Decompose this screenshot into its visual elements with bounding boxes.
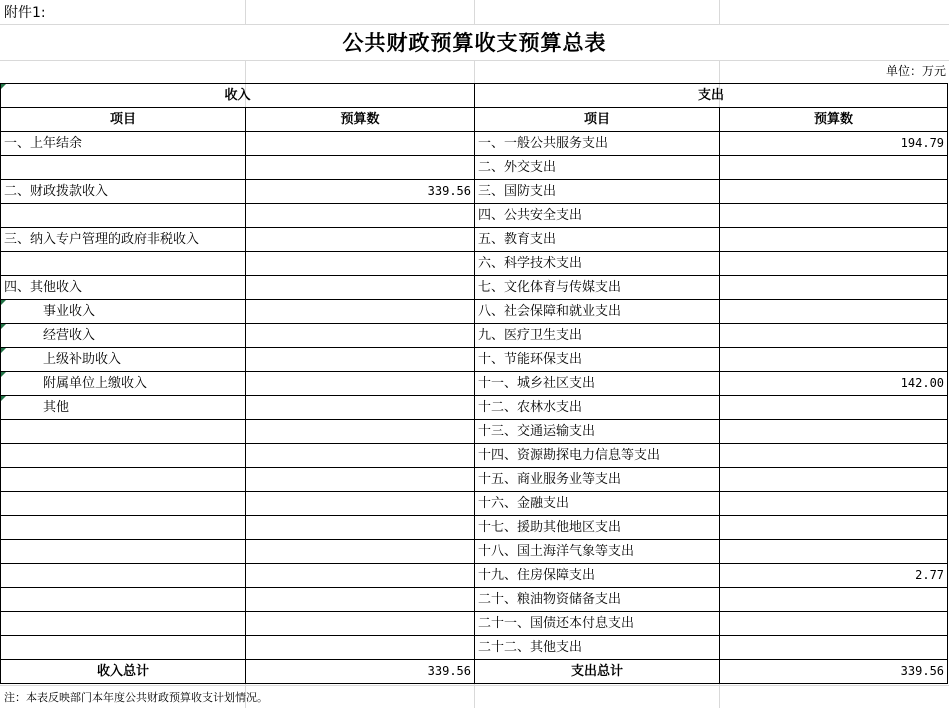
income-header[interactable]: 收入 bbox=[1, 84, 475, 108]
income-item-cell[interactable] bbox=[1, 180, 246, 204]
comment-marker-icon bbox=[1, 396, 6, 401]
expenditure-amount-cell[interactable] bbox=[720, 252, 948, 276]
income-amount-cell[interactable] bbox=[246, 348, 475, 372]
expenditure-item-cell[interactable]: 十二、农林水支出 bbox=[475, 396, 720, 420]
income-amount-cell[interactable] bbox=[246, 300, 475, 324]
income-amount-cell[interactable] bbox=[246, 132, 475, 156]
expenditure-item-cell[interactable]: 十九、住房保障支出 bbox=[475, 564, 720, 588]
table-row bbox=[1, 396, 948, 420]
income-amount-cell[interactable] bbox=[246, 372, 475, 396]
income-amount-cell[interactable] bbox=[246, 516, 475, 540]
income-item-cell[interactable] bbox=[1, 372, 246, 396]
expenditure-amount-cell[interactable]: 2.77 bbox=[720, 564, 948, 588]
income-amount-cell[interactable]: 339.56 bbox=[246, 180, 475, 204]
expenditure-item-cell[interactable]: 二十一、国债还本付息支出 bbox=[475, 612, 720, 636]
income-amount-cell[interactable] bbox=[246, 444, 475, 468]
expenditure-total-label[interactable]: 支出总计 bbox=[475, 660, 720, 684]
income-total-label[interactable]: 收入总计 bbox=[1, 660, 246, 684]
income-amount-cell[interactable] bbox=[246, 468, 475, 492]
expenditure-amount-cell[interactable] bbox=[720, 204, 948, 228]
table-row bbox=[1, 300, 948, 324]
expenditure-header[interactable]: 支出 bbox=[475, 84, 948, 108]
table-row bbox=[1, 324, 948, 348]
income-item-cell[interactable] bbox=[1, 348, 246, 372]
expenditure-amount-cell[interactable] bbox=[720, 468, 948, 492]
table-row bbox=[1, 612, 948, 636]
income-amount-cell[interactable] bbox=[246, 396, 475, 420]
table-row bbox=[1, 156, 948, 180]
attachment-label: 附件1: bbox=[4, 5, 46, 21]
expenditure-item-cell[interactable]: 十一、城乡社区支出 bbox=[475, 372, 720, 396]
income-item-cell[interactable] bbox=[1, 204, 246, 228]
column-header-row bbox=[1, 108, 948, 132]
income-item-label: 四、其他收入 bbox=[4, 280, 83, 295]
income-item-cell[interactable] bbox=[1, 396, 246, 420]
expenditure-item-cell[interactable]: 十六、金融支出 bbox=[475, 492, 720, 516]
income-item-cell[interactable] bbox=[1, 228, 246, 252]
section-header-row bbox=[1, 84, 948, 108]
expenditure-amount-header[interactable]: 预算数 bbox=[720, 108, 948, 132]
expenditure-item-cell[interactable]: 十七、援助其他地区支出 bbox=[475, 516, 720, 540]
expenditure-amount-cell[interactable] bbox=[720, 180, 948, 204]
expenditure-item-cell[interactable]: 四、公共安全支出 bbox=[475, 204, 720, 228]
income-amount-cell[interactable] bbox=[246, 540, 475, 564]
comment-marker-icon bbox=[1, 324, 6, 329]
footnote: 注：本表反映部门本年度公共财政预算收支计划情况。 bbox=[4, 691, 268, 704]
income-amount-cell[interactable] bbox=[246, 204, 475, 228]
unit-label: 单位：万元 bbox=[885, 64, 946, 78]
income-amount-cell[interactable] bbox=[246, 492, 475, 516]
income-item-cell[interactable] bbox=[1, 588, 246, 612]
income-total-value[interactable]: 339.56 bbox=[246, 660, 475, 684]
expenditure-item-cell[interactable]: 一、一般公共服务支出 bbox=[475, 132, 720, 156]
table-row bbox=[1, 228, 948, 252]
expenditure-item-cell[interactable]: 十三、交通运输支出 bbox=[475, 420, 720, 444]
expenditure-item-header[interactable]: 项目 bbox=[475, 108, 720, 132]
income-amount-cell[interactable] bbox=[246, 588, 475, 612]
expenditure-amount-cell[interactable] bbox=[720, 516, 948, 540]
table-row bbox=[1, 492, 948, 516]
expenditure-amount-cell[interactable] bbox=[720, 324, 948, 348]
table-row bbox=[1, 132, 948, 156]
income-item-cell[interactable] bbox=[1, 612, 246, 636]
income-amount-header[interactable]: 预算数 bbox=[246, 108, 475, 132]
table-row bbox=[1, 516, 948, 540]
expenditure-amount-cell[interactable]: 142.00 bbox=[720, 372, 948, 396]
income-item-label: 一、上年结余 bbox=[4, 136, 83, 151]
income-item-header[interactable]: 项目 bbox=[1, 108, 246, 132]
income-item-label: 附属单位上缴收入 bbox=[43, 376, 148, 391]
income-item-cell[interactable] bbox=[1, 564, 246, 588]
page-title: 公共财政预算收支预算总表 bbox=[342, 31, 607, 55]
income-item-cell[interactable] bbox=[1, 444, 246, 468]
gridline bbox=[0, 685, 949, 686]
income-item-cell[interactable] bbox=[1, 636, 246, 660]
table-row bbox=[1, 444, 948, 468]
expenditure-amount-cell[interactable] bbox=[720, 636, 948, 660]
income-amount-cell[interactable] bbox=[246, 420, 475, 444]
income-item-cell[interactable] bbox=[1, 420, 246, 444]
expenditure-item-cell[interactable]: 十、节能环保支出 bbox=[475, 348, 720, 372]
expenditure-amount-cell[interactable] bbox=[720, 396, 948, 420]
expenditure-item-cell[interactable]: 六、科学技术支出 bbox=[475, 252, 720, 276]
income-item-cell[interactable] bbox=[1, 468, 246, 492]
comment-marker-icon bbox=[1, 300, 6, 305]
income-item-cell[interactable] bbox=[1, 300, 246, 324]
expenditure-item-cell[interactable]: 三、国防支出 bbox=[475, 180, 720, 204]
income-item-label: 上级补助收入 bbox=[43, 352, 122, 367]
income-item-label: 二、财政拨款收入 bbox=[4, 184, 109, 199]
income-amount-cell[interactable] bbox=[246, 612, 475, 636]
income-item-cell[interactable] bbox=[1, 516, 246, 540]
income-item-cell[interactable] bbox=[1, 252, 246, 276]
budget-table bbox=[0, 83, 948, 684]
expenditure-amount-cell[interactable] bbox=[720, 444, 948, 468]
expenditure-amount-cell[interactable] bbox=[720, 588, 948, 612]
expenditure-item-cell[interactable]: 二十、粮油物资储备支出 bbox=[475, 588, 720, 612]
expenditure-amount-cell[interactable] bbox=[720, 276, 948, 300]
income-item-cell[interactable] bbox=[1, 156, 246, 180]
expenditure-amount-cell[interactable] bbox=[720, 300, 948, 324]
expenditure-amount-cell[interactable] bbox=[720, 420, 948, 444]
income-amount-cell[interactable] bbox=[246, 324, 475, 348]
income-amount-cell[interactable] bbox=[246, 156, 475, 180]
table-row bbox=[1, 564, 948, 588]
expenditure-total-value[interactable]: 339.56 bbox=[720, 660, 948, 684]
expenditure-amount-cell[interactable] bbox=[720, 228, 948, 252]
income-item-label: 经营收入 bbox=[43, 328, 96, 343]
table-row bbox=[1, 420, 948, 444]
expenditure-amount-cell[interactable] bbox=[720, 492, 948, 516]
income-amount-cell[interactable] bbox=[246, 228, 475, 252]
comment-marker-icon bbox=[1, 84, 6, 89]
comment-marker-icon bbox=[1, 372, 6, 377]
income-item-cell[interactable] bbox=[1, 132, 246, 156]
table-row bbox=[1, 180, 948, 204]
comment-marker-icon bbox=[1, 348, 6, 353]
expenditure-amount-cell[interactable] bbox=[720, 612, 948, 636]
income-item-cell[interactable] bbox=[1, 492, 246, 516]
table-row bbox=[1, 468, 948, 492]
total-row bbox=[1, 660, 948, 684]
expenditure-item-cell[interactable]: 十四、资源勘探电力信息等支出 bbox=[475, 444, 720, 468]
income-item-label: 三、纳入专户管理的政府非税收入 bbox=[4, 232, 200, 247]
table-row bbox=[1, 540, 948, 564]
expenditure-item-cell[interactable]: 十五、商业服务业等支出 bbox=[475, 468, 720, 492]
income-amount-cell[interactable] bbox=[246, 636, 475, 660]
income-amount-cell[interactable] bbox=[246, 252, 475, 276]
income-item-label: 其他 bbox=[43, 400, 70, 415]
expenditure-item-cell[interactable]: 七、文化体育与传媒支出 bbox=[475, 276, 720, 300]
expenditure-amount-cell[interactable] bbox=[720, 540, 948, 564]
expenditure-item-cell[interactable]: 八、社会保障和就业支出 bbox=[475, 300, 720, 324]
expenditure-amount-cell[interactable] bbox=[720, 348, 948, 372]
table-row bbox=[1, 348, 948, 372]
income-amount-cell[interactable] bbox=[246, 276, 475, 300]
expenditure-item-cell[interactable]: 十八、国土海洋气象等支出 bbox=[475, 540, 720, 564]
expenditure-item-cell[interactable]: 五、教育支出 bbox=[475, 228, 720, 252]
expenditure-amount-cell[interactable]: 194.79 bbox=[720, 132, 948, 156]
table-row bbox=[1, 204, 948, 228]
income-item-cell[interactable] bbox=[1, 540, 246, 564]
income-item-label: 事业收入 bbox=[43, 304, 96, 319]
table-row bbox=[1, 276, 948, 300]
table-row bbox=[1, 252, 948, 276]
income-item-cell[interactable] bbox=[1, 276, 246, 300]
table-row bbox=[1, 636, 948, 660]
gridline bbox=[0, 60, 949, 61]
table-row bbox=[1, 372, 948, 396]
expenditure-item-cell[interactable]: 二、外交支出 bbox=[475, 156, 720, 180]
expenditure-item-cell[interactable]: 九、医疗卫生支出 bbox=[475, 324, 720, 348]
income-item-cell[interactable] bbox=[1, 324, 246, 348]
expenditure-item-cell[interactable]: 二十二、其他支出 bbox=[475, 636, 720, 660]
table-row bbox=[1, 588, 948, 612]
expenditure-amount-cell[interactable] bbox=[720, 156, 948, 180]
income-amount-cell[interactable] bbox=[246, 564, 475, 588]
